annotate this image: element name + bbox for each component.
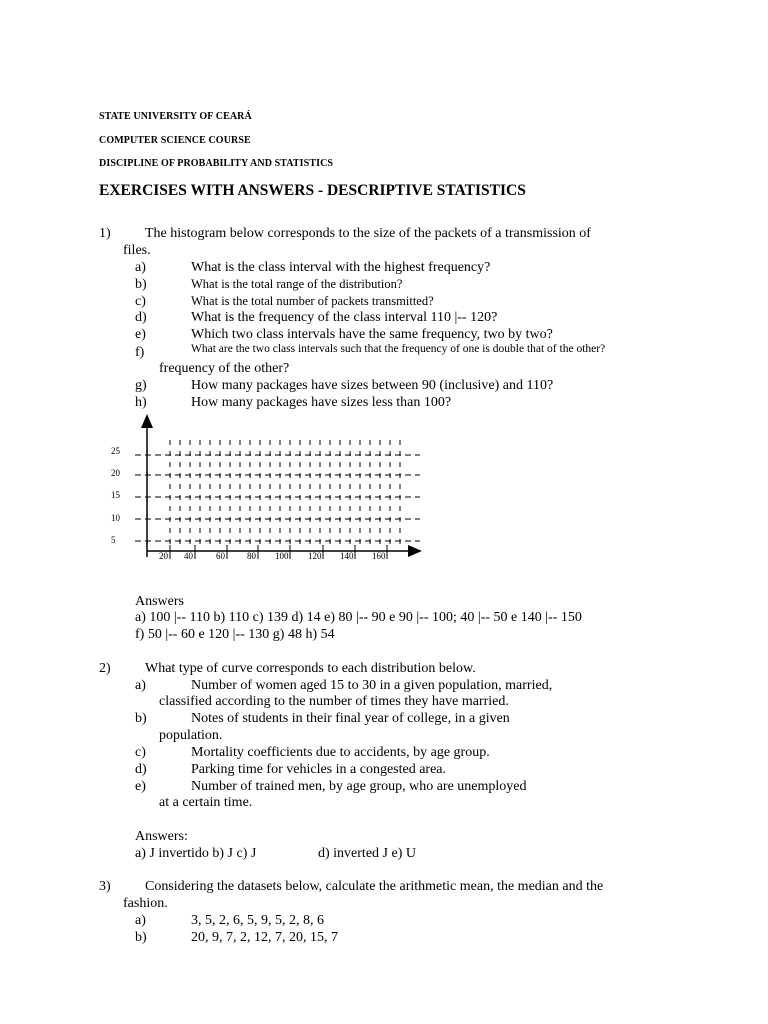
y-tick-label: 5 xyxy=(111,535,116,545)
y-tick-label: 10 xyxy=(111,513,120,523)
question-text: What type of curve corresponds to each distribution below. xyxy=(145,661,476,676)
item-text: Notes of students in their final year of college, in a given xyxy=(191,711,510,726)
university-name: STATE UNIVERSITY OF CEARÁ xyxy=(99,111,252,122)
chart-grid xyxy=(135,440,420,549)
item-label: d) xyxy=(135,762,147,777)
x-tick-label: 100 xyxy=(275,551,289,561)
y-axis-arrow xyxy=(141,414,153,428)
chart-tick-labels xyxy=(111,446,387,561)
course-name: COMPUTER SCIENCE COURSE xyxy=(99,135,251,146)
item-label: d) xyxy=(135,310,147,325)
x-tick-label: 60 xyxy=(216,551,225,561)
item-label: f) xyxy=(135,345,145,360)
question-number: 3) xyxy=(99,879,111,894)
item-text: Number of trained men, by age group, who are unemployed xyxy=(191,779,527,794)
item-text: Which two class intervals have the same frequency, two by two? xyxy=(191,327,553,342)
item-label: g) xyxy=(135,378,147,393)
x-tick-label: 20 xyxy=(159,551,168,561)
item-text-continued: at a certain time. xyxy=(159,795,253,810)
item-text: 3, 5, 2, 6, 5, 9, 5, 2, 8, 6 xyxy=(191,913,324,928)
item-text: Mortality coefficients due to accidents, by age group. xyxy=(191,745,490,760)
item-label: a) xyxy=(135,913,146,928)
item-text: What are the two class intervals such that the frequency of one is double that of the other? xyxy=(191,343,606,355)
item-text: How many packages have sizes less than 100? xyxy=(191,395,452,410)
item-label: c) xyxy=(135,294,146,309)
item-text-continued: classified according to the number of times they have married. xyxy=(159,694,509,709)
item-label: a) xyxy=(135,260,146,275)
item-label: b) xyxy=(135,277,147,292)
question-text-continued: fashion. xyxy=(123,896,168,911)
x-tick-label: 160 xyxy=(372,551,386,561)
y-tick-label: 20 xyxy=(111,468,120,478)
item-text: How many packages have sizes between 90 (inclusive) and 110? xyxy=(191,378,554,393)
item-label: h) xyxy=(135,395,147,410)
item-text: What is the total number of packets transmitted? xyxy=(191,294,434,308)
item-text: Parking time for vehicles in a congested area. xyxy=(191,762,447,777)
page-title: EXERCISES WITH ANSWERS - DESCRIPTIVE STATISTICS xyxy=(99,182,526,199)
x-tick-label: 40 xyxy=(184,551,193,561)
answers-line: a) 100 |-- 110 b) 110 c) 139 d) 14 e) 80 |-- 90 e 90 |-- 100; 40 |-- 50 e 140 |-- 150 xyxy=(135,610,582,625)
item-text: What is the class interval with the highest frequency? xyxy=(191,260,491,275)
item-label: b) xyxy=(135,711,147,726)
x-tick-label: 140 xyxy=(340,551,354,561)
x-tick-label: 80 xyxy=(247,551,256,561)
question-number: 2) xyxy=(99,661,111,676)
y-tick-label: 25 xyxy=(111,446,120,456)
question-text: The histogram below corresponds to the size of the packets of a transmission of xyxy=(145,226,591,241)
item-text: What is the total range of the distribution? xyxy=(191,277,403,291)
answers-line: f) 50 |-- 60 e 120 |-- 130 g) 48 h) 54 xyxy=(135,627,335,642)
x-axis-arrow xyxy=(408,545,422,557)
histogram-chart xyxy=(100,410,430,570)
item-label: b) xyxy=(135,930,147,945)
item-label: c) xyxy=(135,745,146,760)
item-text-continued: frequency of the other? xyxy=(159,361,290,376)
answers-line: d) inverted J e) U xyxy=(318,846,416,861)
question-number: 1) xyxy=(99,226,111,241)
question-text: Considering the datasets below, calculate the arithmetic mean, the median and the xyxy=(145,879,604,894)
item-text-continued: population. xyxy=(159,728,223,743)
item-label: a) xyxy=(135,678,146,693)
item-text: 20, 9, 7, 2, 12, 7, 20, 15, 7 xyxy=(191,930,338,945)
item-label: e) xyxy=(135,779,146,794)
answers-label: Answers xyxy=(135,594,184,609)
x-tick-label: 120 xyxy=(308,551,322,561)
question-text-continued: files. xyxy=(123,243,151,258)
discipline-name: DISCIPLINE OF PROBABILITY AND STATISTICS xyxy=(99,158,334,169)
answers-line: a) J invertido b) J c) J xyxy=(135,846,257,861)
item-text: What is the frequency of the class interval 110 |-- 120? xyxy=(191,310,498,325)
item-text: Number of women aged 15 to 30 in a given population, married, xyxy=(191,678,553,693)
item-label: e) xyxy=(135,327,146,342)
y-tick-label: 15 xyxy=(111,490,120,500)
answers-label: Answers: xyxy=(135,829,188,844)
